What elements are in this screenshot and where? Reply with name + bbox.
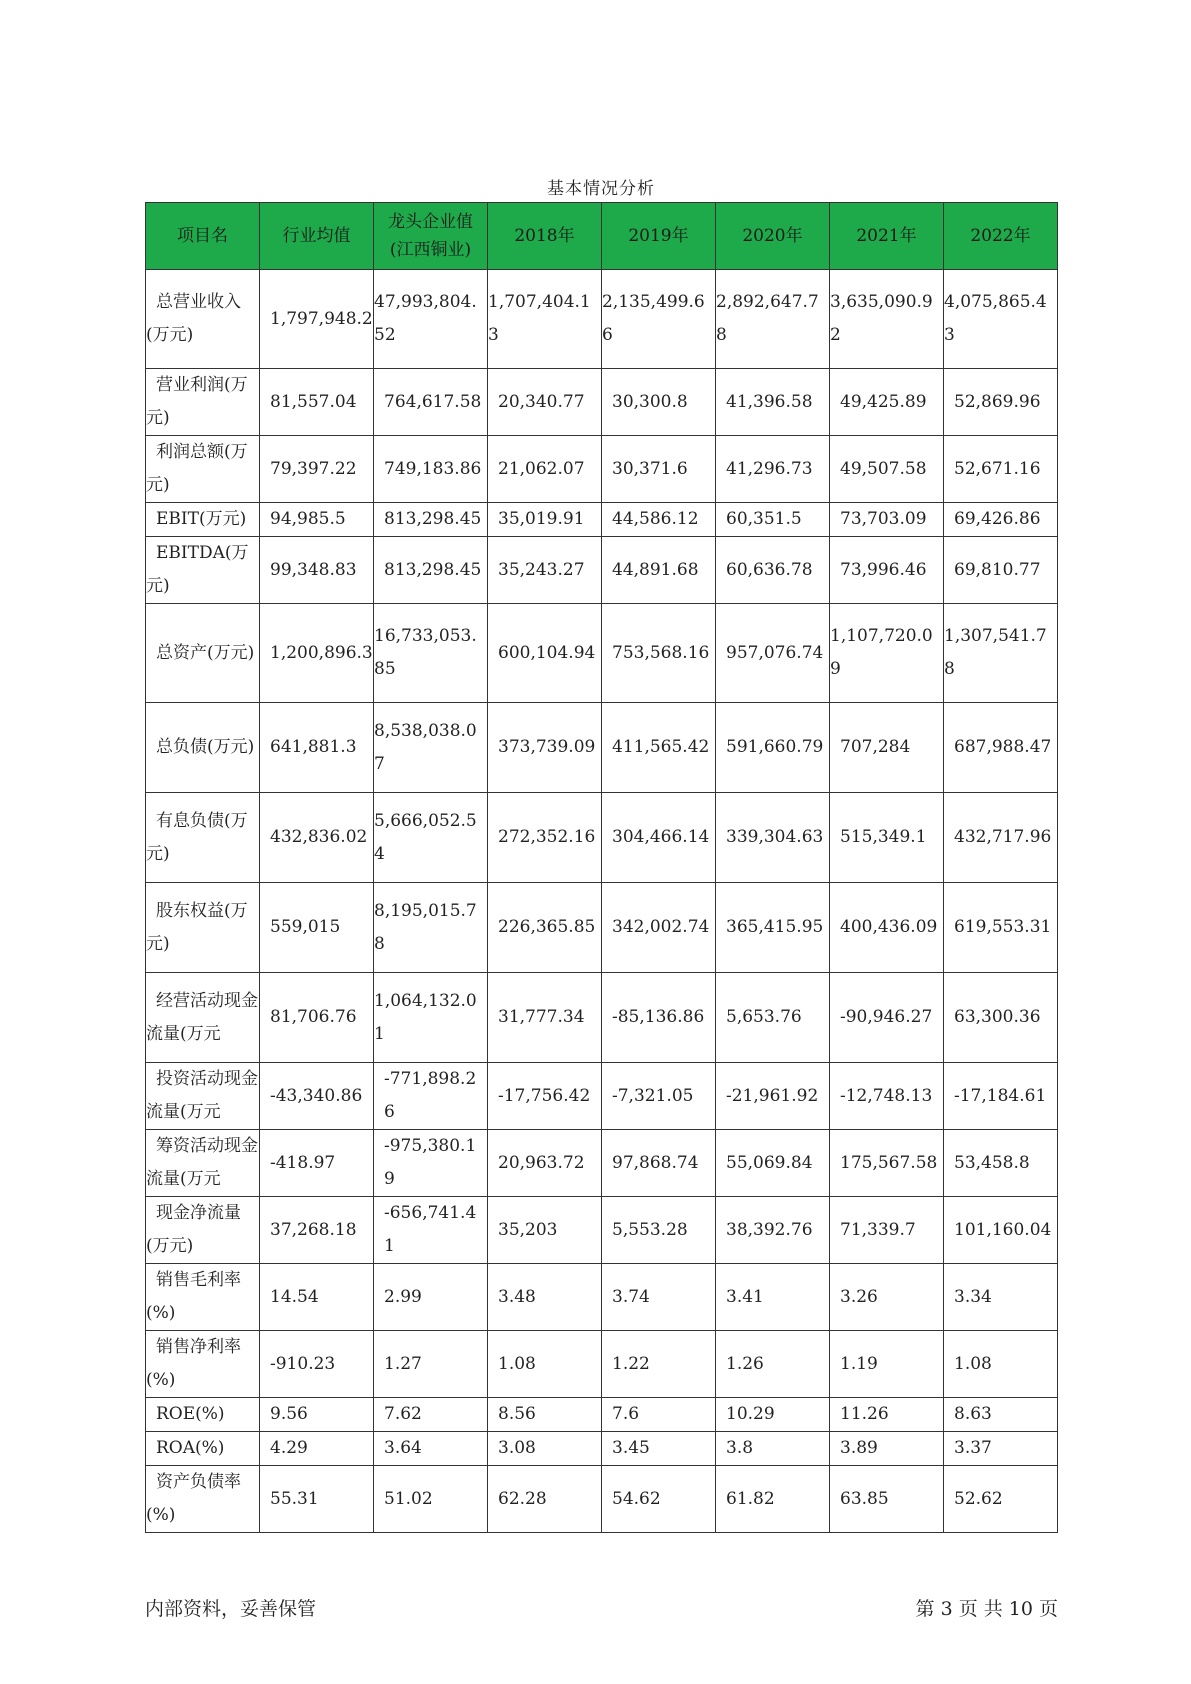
- table-header-row: [146, 203, 1058, 270]
- value-cell: 94,985.5: [260, 503, 374, 537]
- table-row: [146, 1197, 1058, 1264]
- value-cell: 73,996.46: [830, 537, 944, 604]
- value-cell: -975,380.19: [374, 1130, 488, 1197]
- table-row: [146, 883, 1058, 973]
- value-cell: 11.26: [830, 1398, 944, 1432]
- value-cell: -7,321.05: [602, 1063, 716, 1130]
- value-cell: 3.8: [716, 1432, 830, 1466]
- footer-confidential: 内部资料，妥善保管: [145, 1598, 317, 1620]
- value-cell: 411,565.42: [602, 703, 716, 793]
- value-cell: 30,371.6: [602, 436, 716, 503]
- value-cell: 73,703.09: [830, 503, 944, 537]
- table-row: [146, 1331, 1058, 1398]
- value-cell: 687,988.47: [944, 703, 1058, 793]
- row-label: 经营活动现金流量(万元: [146, 973, 260, 1063]
- value-cell: 30,300.8: [602, 369, 716, 436]
- value-cell: 55,069.84: [716, 1130, 830, 1197]
- value-cell: 365,415.95: [716, 883, 830, 973]
- value-cell: -21,961.92: [716, 1063, 830, 1130]
- value-cell: 4,075,865.43: [944, 270, 1058, 369]
- value-cell: 3.37: [944, 1432, 1058, 1466]
- value-cell: 60,351.5: [716, 503, 830, 537]
- footer-page-number: 第 3 页 共 10 页: [915, 1598, 1058, 1620]
- value-cell: 5,653.76: [716, 973, 830, 1063]
- row-label: 销售毛利率(%): [146, 1264, 260, 1331]
- value-cell: 20,340.77: [488, 369, 602, 436]
- value-cell: 81,557.04: [260, 369, 374, 436]
- row-label: 投资活动现金流量(万元: [146, 1063, 260, 1130]
- value-cell: 79,397.22: [260, 436, 374, 503]
- value-cell: 97,868.74: [602, 1130, 716, 1197]
- row-label: 现金净流量(万元): [146, 1197, 260, 1264]
- value-cell: -12,748.13: [830, 1063, 944, 1130]
- value-cell: 101,160.04: [944, 1197, 1058, 1264]
- value-cell: 20,963.72: [488, 1130, 602, 1197]
- value-cell: 10.29: [716, 1398, 830, 1432]
- table-row: [146, 503, 1058, 537]
- value-cell: -85,136.86: [602, 973, 716, 1063]
- value-cell: 51.02: [374, 1466, 488, 1533]
- value-cell: 62.28: [488, 1466, 602, 1533]
- value-cell: 3.41: [716, 1264, 830, 1331]
- value-cell: 8,195,015.78: [374, 883, 488, 973]
- value-cell: 1,107,720.09: [830, 604, 944, 703]
- value-cell: 4.29: [260, 1432, 374, 1466]
- value-cell: 272,352.16: [488, 793, 602, 883]
- value-cell: 175,567.58: [830, 1130, 944, 1197]
- table-row: [146, 1466, 1058, 1533]
- row-label: 股东权益(万元): [146, 883, 260, 973]
- value-cell: 1.22: [602, 1331, 716, 1398]
- value-cell: -17,756.42: [488, 1063, 602, 1130]
- value-cell: -418.97: [260, 1130, 374, 1197]
- value-cell: 1,064,132.01: [374, 973, 488, 1063]
- value-cell: 432,836.02: [260, 793, 374, 883]
- value-cell: 619,553.31: [944, 883, 1058, 973]
- value-cell: 31,777.34: [488, 973, 602, 1063]
- value-cell: 1.08: [488, 1331, 602, 1398]
- header-cell: 行业均值: [260, 203, 374, 270]
- value-cell: 1.27: [374, 1331, 488, 1398]
- table-row: [146, 1432, 1058, 1466]
- value-cell: 3.74: [602, 1264, 716, 1331]
- value-cell: 957,076.74: [716, 604, 830, 703]
- value-cell: -17,184.61: [944, 1063, 1058, 1130]
- value-cell: 69,810.77: [944, 537, 1058, 604]
- value-cell: 52.62: [944, 1466, 1058, 1533]
- value-cell: 5,553.28: [602, 1197, 716, 1264]
- table-row: [146, 1130, 1058, 1197]
- value-cell: 707,284: [830, 703, 944, 793]
- value-cell: 1,797,948.2: [260, 270, 374, 369]
- table-row: [146, 436, 1058, 503]
- value-cell: 44,586.12: [602, 503, 716, 537]
- value-cell: -43,340.86: [260, 1063, 374, 1130]
- value-cell: 339,304.63: [716, 793, 830, 883]
- value-cell: 753,568.16: [602, 604, 716, 703]
- value-cell: 515,349.1: [830, 793, 944, 883]
- value-cell: 38,392.76: [716, 1197, 830, 1264]
- row-label: ROE(%): [146, 1398, 260, 1432]
- value-cell: 342,002.74: [602, 883, 716, 973]
- table-title: 基本情况分析: [547, 179, 655, 199]
- value-cell: 71,339.7: [830, 1197, 944, 1264]
- value-cell: 55.31: [260, 1466, 374, 1533]
- value-cell: 373,739.09: [488, 703, 602, 793]
- value-cell: 3.48: [488, 1264, 602, 1331]
- row-label: 有息负债(万元): [146, 793, 260, 883]
- row-label: 筹资活动现金流量(万元: [146, 1130, 260, 1197]
- value-cell: 1,307,541.78: [944, 604, 1058, 703]
- value-cell: 52,671.16: [944, 436, 1058, 503]
- table-row: [146, 1398, 1058, 1432]
- value-cell: -656,741.41: [374, 1197, 488, 1264]
- value-cell: 749,183.86: [374, 436, 488, 503]
- value-cell: 49,507.58: [830, 436, 944, 503]
- value-cell: 2,892,647.78: [716, 270, 830, 369]
- value-cell: 7.6: [602, 1398, 716, 1432]
- row-label: 营业利润(万元): [146, 369, 260, 436]
- row-label: ROA(%): [146, 1432, 260, 1466]
- header-cell: 2022年: [944, 203, 1058, 270]
- analysis-table: [145, 202, 1058, 1533]
- row-label: 销售净利率(%): [146, 1331, 260, 1398]
- value-cell: 1,200,896.3: [260, 604, 374, 703]
- row-label: EBITDA(万元): [146, 537, 260, 604]
- header-cell: 2021年: [830, 203, 944, 270]
- table-row: [146, 1264, 1058, 1331]
- header-cell: 2018年: [488, 203, 602, 270]
- value-cell: 8.63: [944, 1398, 1058, 1432]
- value-cell: 3.45: [602, 1432, 716, 1466]
- value-cell: 14.54: [260, 1264, 374, 1331]
- value-cell: 1.19: [830, 1331, 944, 1398]
- row-label: 总负债(万元): [146, 703, 260, 793]
- value-cell: 3.26: [830, 1264, 944, 1331]
- value-cell: 2,135,499.66: [602, 270, 716, 369]
- value-cell: -90,946.27: [830, 973, 944, 1063]
- value-cell: 591,660.79: [716, 703, 830, 793]
- table-row: [146, 604, 1058, 703]
- table-row: [146, 1063, 1058, 1130]
- value-cell: 3.64: [374, 1432, 488, 1466]
- value-cell: 3.34: [944, 1264, 1058, 1331]
- value-cell: 600,104.94: [488, 604, 602, 703]
- value-cell: 813,298.45: [374, 503, 488, 537]
- table-row: [146, 973, 1058, 1063]
- table-row: [146, 270, 1058, 369]
- header-cell: 项目名: [146, 203, 260, 270]
- value-cell: 1.26: [716, 1331, 830, 1398]
- value-cell: 432,717.96: [944, 793, 1058, 883]
- row-label: 总资产(万元): [146, 604, 260, 703]
- value-cell: 559,015: [260, 883, 374, 973]
- value-cell: 764,617.58: [374, 369, 488, 436]
- value-cell: 35,203: [488, 1197, 602, 1264]
- value-cell: 69,426.86: [944, 503, 1058, 537]
- value-cell: 813,298.45: [374, 537, 488, 604]
- value-cell: 81,706.76: [260, 973, 374, 1063]
- value-cell: 52,869.96: [944, 369, 1058, 436]
- value-cell: 60,636.78: [716, 537, 830, 604]
- value-cell: 63,300.36: [944, 973, 1058, 1063]
- value-cell: 641,881.3: [260, 703, 374, 793]
- value-cell: 400,436.09: [830, 883, 944, 973]
- value-cell: 63.85: [830, 1466, 944, 1533]
- table-row: [146, 703, 1058, 793]
- header-cell: 龙头企业值(江西铜业): [374, 203, 488, 270]
- table-row: [146, 793, 1058, 883]
- value-cell: 304,466.14: [602, 793, 716, 883]
- value-cell: 2.99: [374, 1264, 488, 1331]
- value-cell: -910.23: [260, 1331, 374, 1398]
- value-cell: 41,296.73: [716, 436, 830, 503]
- value-cell: 53,458.8: [944, 1130, 1058, 1197]
- header-cell: 2020年: [716, 203, 830, 270]
- value-cell: 44,891.68: [602, 537, 716, 604]
- value-cell: 3.08: [488, 1432, 602, 1466]
- value-cell: 49,425.89: [830, 369, 944, 436]
- value-cell: -771,898.26: [374, 1063, 488, 1130]
- row-label: 资产负债率(%): [146, 1466, 260, 1533]
- value-cell: 99,348.83: [260, 537, 374, 604]
- value-cell: 9.56: [260, 1398, 374, 1432]
- value-cell: 3,635,090.92: [830, 270, 944, 369]
- value-cell: 8,538,038.07: [374, 703, 488, 793]
- value-cell: 1.08: [944, 1331, 1058, 1398]
- value-cell: 8.56: [488, 1398, 602, 1432]
- value-cell: 61.82: [716, 1466, 830, 1533]
- row-label: 利润总额(万元): [146, 436, 260, 503]
- value-cell: 54.62: [602, 1466, 716, 1533]
- value-cell: 5,666,052.54: [374, 793, 488, 883]
- row-label: 总营业收入(万元): [146, 270, 260, 369]
- value-cell: 16,733,053.85: [374, 604, 488, 703]
- value-cell: 35,243.27: [488, 537, 602, 604]
- value-cell: 47,993,804.52: [374, 270, 488, 369]
- value-cell: 41,396.58: [716, 369, 830, 436]
- value-cell: 226,365.85: [488, 883, 602, 973]
- table-row: [146, 537, 1058, 604]
- value-cell: 35,019.91: [488, 503, 602, 537]
- value-cell: 7.62: [374, 1398, 488, 1432]
- value-cell: 3.89: [830, 1432, 944, 1466]
- value-cell: 1,707,404.13: [488, 270, 602, 369]
- row-label: EBIT(万元): [146, 503, 260, 537]
- value-cell: 37,268.18: [260, 1197, 374, 1264]
- header-cell: 2019年: [602, 203, 716, 270]
- table-row: [146, 369, 1058, 436]
- value-cell: 21,062.07: [488, 436, 602, 503]
